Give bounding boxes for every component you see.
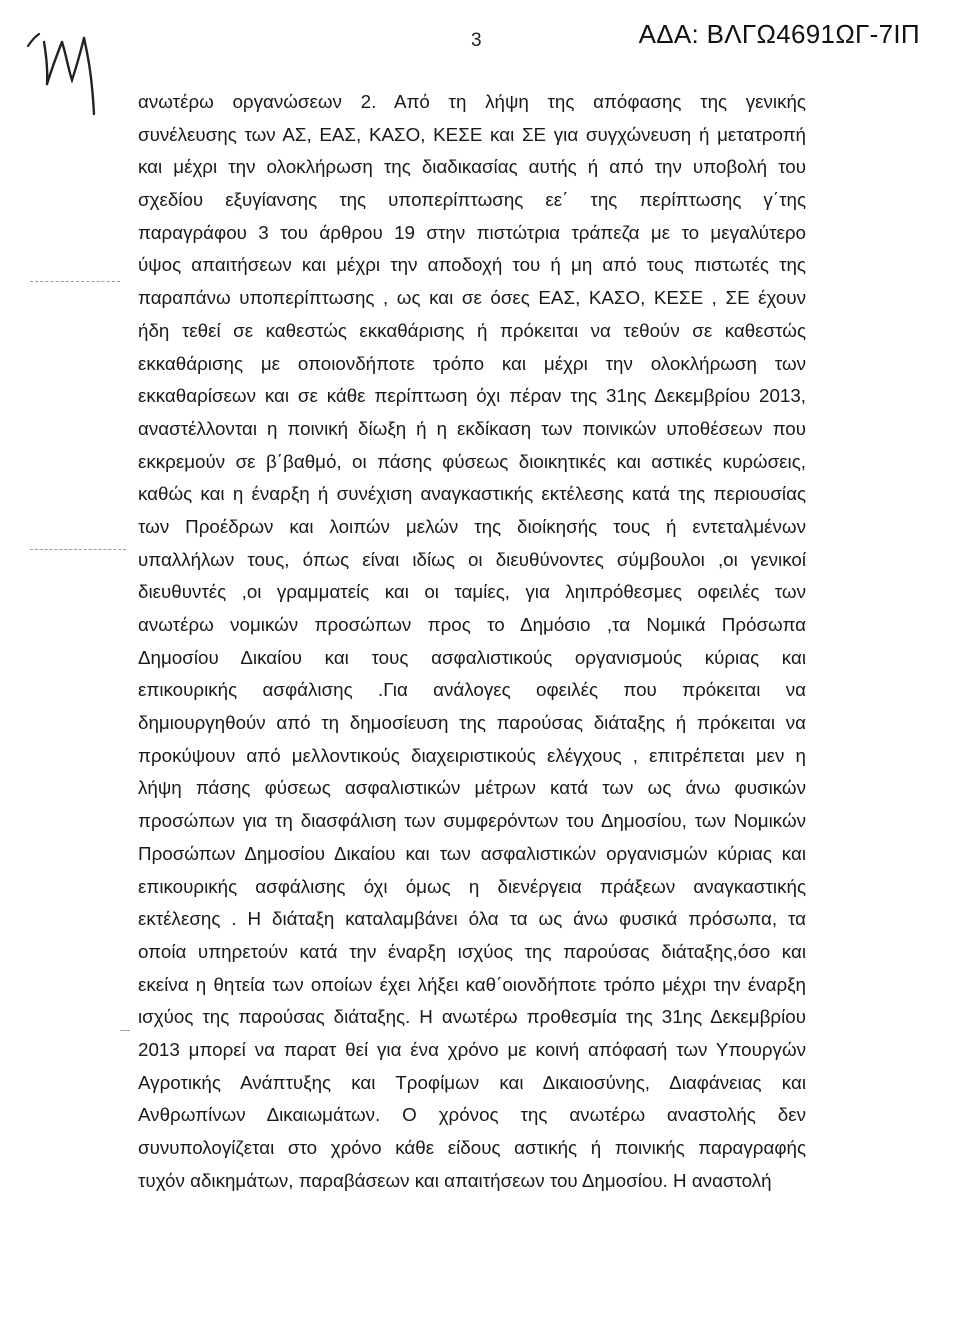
text-line: αναστέλλονται η ποινική δίωξη ή η εκδίκαση των ποινικών υποθέσεων που [138,417,806,439]
text-line: συνέλευσης των ΑΣ, ΕΑΣ, ΚΑΣΟ, ΚΕΣΕ και ΣΕ για συγχώνευση ή μετατροπή [138,123,806,145]
text-line: υπαλλήλων τους, όπως είναι ιδίως οι διευθύνοντες σύμβουλοι ,οι γενικοί [138,548,806,570]
page-number: 3 [471,30,482,51]
text-line: Αγροτικής Ανάπτυξης και Τροφίμων και Δικαιοσύνης, Διαφάνειας και [138,1071,806,1093]
text-line: σχεδίου εξυγίανσης της υποπερίπτωσης εε΄ της περίπτωσης γ΄της [138,189,806,211]
text-line: λήψη πάσης φύσεως ασφαλιστικών μέτρων κατά των ως άνω φυσικών [138,777,806,799]
text-line: εκκαθάρισης με οποιονδήποτε τρόπο και μέχρι την ολοκλήρωση των [138,352,806,374]
text-line: και μέχρι την ολοκλήρωση της διαδικασίας αυτής ή από την υποβολή του [138,156,806,178]
text-line: ανωτέρω οργανώσεων 2. Από τη λήψη της απόφασης της γενικής [138,91,806,112]
text-line: ανωτέρω νομικών προσώπων προς το Δημόσιο ,τα Νομικά Πρόσωπα [138,614,806,635]
text-line: Ανθρωπίνων Δικαιωμάτων. Ο χρόνος της ανωτέρω αναστολής δεν [138,1104,806,1126]
text-line: δημιουργηθούν από τη δημοσίευση της παρούσας διάταξης ή πρόκειται να [138,712,806,734]
text-line: προκύψουν από μελλοντικούς διαχειριστικούς ελέγχους , επιτρέπεται μεν η [138,744,806,766]
text-line: παραγράφου 3 του άρθρου 19 στην πιστώτρια τράπεζα με το μεγαλύτερο [138,221,806,243]
text-line: εκκαθαρίσεων και σε κάθε περίπτωση όχι πέραν της 31ης Δεκεμβρίου 2013, [138,385,806,407]
margin-mark [30,549,126,550]
text-line: συνυπολογίζεται στο χρόνο κάθε είδους αστικής ή ποινικής παραγραφής [138,1137,806,1158]
text-line: επικουρικής ασφάλισης όχι όμως η διενέργεια πράξεων αναγκαστικής [138,875,806,897]
text-line: προσώπων για τη διασφάλιση των συμφερόντων του Δημοσίου, των Νομικών [138,810,806,832]
text-line: εκτέλεσης . Η διάταξη καταλαμβάνει όλα τα ως άνω φυσικά πρόσωπα, τα [138,908,806,930]
text-line: εκείνα η θητεία των οποίων έχει λήξει καθ΄οιονδήποτε τρόπο μέχρι την έναρξη [138,973,806,995]
body-text [138,86,806,1197]
text-line: 2013 μπορεί να παρατ θεί για ένα χρόνο με κοινή απόφασή των Υπουργών [138,1038,806,1060]
text-line: Προσώπων Δημοσίου Δικαίου και των ασφαλιστικών οργανισμών κύριας και [138,842,806,864]
text-line: τυχόν αδικημάτων, παραβάσεων και απαιτήσεων του Δημοσίου. Η αναστολή [138,1169,772,1191]
text-line: παραπάνω υποπερίπτωσης , ως και σε όσες ΕΑΣ, ΚΑΣΟ, ΚΕΣΕ , ΣΕ έχουν [138,287,806,309]
text-line: ισχύος της παρούσας διάταξης. Η ανωτέρω προθεσμία της 31ης Δεκεμβρίου [138,1006,806,1028]
text-line: Δημοσίου Δικαίου και τους ασφαλιστικούς οργανισμούς κύριας και [138,646,806,668]
text-line: διευθυντές ,οι γραμματείς και οι ταμίες, για ληιπρόθεσμες οφειλές των [138,581,806,603]
text-line: των Προέδρων και λοιπών μελών της διοίκησής τους ή εντεταλμένων [138,515,806,537]
text-line: καθώς και η έναρξη ή συνέχιση αναγκαστικής εκτέλεσης κατά της περιουσίας [138,483,806,505]
text-line: οποία υπηρετούν κατά την έναρξη ισχύος της παρούσας διάταξης,όσο και [138,940,806,962]
text-line: επικουρικής ασφάλισης .Για ανάλογες οφειλές που πρόκειται να [138,679,806,701]
ada-document-code: ΑΔΑ: ΒΛΓΩ4691ΩΓ-7ΙΠ [638,19,920,49]
handwritten-initials-icon [22,24,132,119]
margin-mark [30,281,120,282]
text-line: ύψος απαιτήσεων και μέχρι την αποδοχή του ή μη από τους πιστωτές της [138,254,806,276]
margin-mark [120,1030,130,1031]
text-line: ήδη τεθεί σε καθεστώς εκκαθάρισης ή πρόκειται να τεθούν σε καθεστώς [138,319,806,341]
text-line: εκκρεμούν σε β΄βαθμό, οι πάσης φύσεως διοικητικές και αστικές κυρώσεις, [138,450,806,472]
